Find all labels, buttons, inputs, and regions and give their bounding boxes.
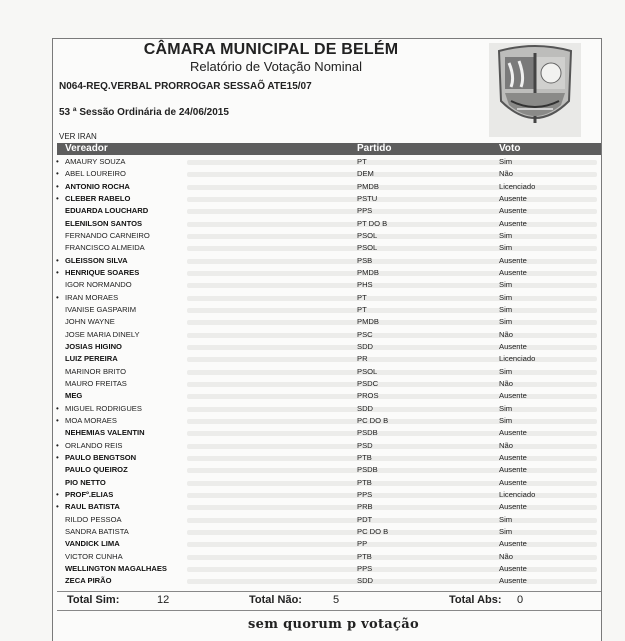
report-title: CÂMARA MUNICIPAL DE BELÉM [143,41,399,58]
table-row [57,575,601,587]
vote-table-body [57,156,601,587]
table-row [57,501,601,513]
cell-vereador: ORLANDO REIS [65,440,123,450]
cell-vereador: PAULO BENGTSON [65,452,137,462]
bullet-mark-icon: • [56,169,59,179]
cell-vereador: RILDO PESSOA [65,514,122,524]
table-row [57,156,601,168]
cell-partido: PSOL [357,366,378,376]
bullet-mark-icon: • [56,415,59,425]
cell-voto: Ausente [499,563,527,573]
cell-partido: PSC [357,329,373,339]
cell-partido: PSD [357,440,373,450]
cell-voto: Sim [499,157,513,166]
row-shading [187,444,597,449]
cell-partido: PC DO B [357,526,389,536]
cell-partido: PMDB [357,317,379,327]
row-shading [187,579,597,584]
bullet-mark-icon: • [56,452,59,462]
divider-line-2 [57,610,601,611]
cell-partido: PSOL [357,243,378,253]
cell-voto: Ausente [499,428,527,438]
bullet-mark-icon: • [56,292,59,302]
bullet-mark-icon: • [56,157,59,166]
table-row [57,477,601,489]
cell-voto: Ausente [499,255,527,265]
cell-voto: Ausente [499,267,527,277]
cell-partido: PR [357,354,368,364]
cell-partido: SDD [357,403,374,413]
row-shading [187,172,597,177]
table-row [57,292,601,304]
cell-vereador: RAUL BATISTA [65,502,120,512]
cell-voto: Licenciado [499,181,536,191]
cell-voto: Sim [499,514,513,524]
bullet-mark-icon: • [56,403,59,413]
table-row [57,526,601,538]
table-row [57,366,601,378]
row-shading [187,419,597,424]
cell-vereador: VANDICK LIMA [65,539,120,549]
row-shading [187,407,597,412]
table-row [57,341,601,353]
total-sim-label: Total Sim: [67,594,120,606]
bullet-mark-icon: • [56,489,59,499]
cell-vereador: IVANISE GASPARIM [65,304,137,314]
handwritten-note: sem quorum p votação [248,617,419,632]
table-row [57,218,601,230]
table-row [57,464,601,476]
cell-vereador: HENRIQUE SOARES [65,267,140,277]
cell-vereador: WELLINGTON MAGALHAES [65,563,167,573]
row-shading [187,431,597,436]
table-row [57,427,601,439]
cell-partido: SDD [357,341,374,351]
cell-vereador: PAULO QUEIROZ [65,465,128,475]
cell-vereador: GLEISSON SILVA [65,255,128,265]
row-shading [187,185,597,190]
row-shading [187,542,597,547]
cell-partido: PSTU [357,193,378,203]
row-shading [187,394,597,399]
cell-vereador: IRAN MORAES [65,292,119,302]
session-line: 53 ª Sessão Ordinária de 24/06/2015 [59,107,229,118]
table-row [57,242,601,254]
cell-voto: Sim [499,304,513,314]
cell-vereador: MIGUEL RODRIGUES [65,403,142,413]
total-abs-value: 0 [517,594,524,606]
row-shading [187,308,597,313]
table-row [57,267,601,279]
row-shading [187,493,597,498]
bullet-mark-icon: • [56,440,59,450]
bullet-mark-icon: • [56,181,59,191]
cell-partido: PPS [357,563,373,573]
cell-vereador: JOHN WAYNE [65,317,115,327]
cell-voto: Sim [499,317,513,327]
col-header-voto: Voto [499,143,521,154]
cell-vereador: ZECA PIRÃO [65,576,112,586]
cell-partido: PSDC [357,378,379,388]
cell-voto: Não [499,169,513,179]
row-shading [187,468,597,473]
cell-partido: PPS [357,489,373,499]
table-row [57,255,601,267]
row-shading [187,357,597,362]
report-page [52,38,602,641]
total-abs-label: Total Abs: [449,594,502,606]
row-shading [187,567,597,572]
table-row [57,538,601,550]
cell-voto: Sim [499,280,513,290]
cell-partido: PSB [357,255,373,265]
cell-voto: Ausente [499,465,527,475]
table-row [57,316,601,328]
cell-partido: PT DO B [357,218,388,228]
total-nao-label: Total Não: [249,594,302,606]
cell-partido: PMDB [357,181,379,191]
row-shading [187,246,597,251]
table-row [57,329,601,341]
table-row [57,193,601,205]
cell-vereador: NEHEMIAS VALENTIN [65,428,145,438]
row-shading [187,234,597,239]
cell-voto: Ausente [499,391,527,401]
cell-voto: Licenciado [499,489,536,499]
table-row [57,551,601,563]
row-shading [187,518,597,523]
cell-vereador: ANTONIO ROCHA [65,181,130,191]
coat-of-arms-seal [489,43,581,137]
cell-partido: PDT [357,514,373,524]
row-shading [187,505,597,510]
cell-partido: PT [357,304,367,314]
cell-vereador: JOSE MARIA DINELY [65,329,140,339]
cell-partido: PT [357,157,367,166]
cell-partido: PTB [357,452,372,462]
ver-line: VER IRAN [59,132,97,141]
cell-voto: Ausente [499,218,527,228]
row-shading [187,259,597,264]
cell-voto: Sim [499,230,513,240]
row-shading [187,333,597,338]
cell-partido: SDD [357,576,374,586]
cell-voto: Ausente [499,539,527,549]
cell-vereador: ABEL LOUREIRO [65,169,126,179]
cell-voto: Licenciado [499,354,536,364]
table-row [57,279,601,291]
table-row [57,378,601,390]
total-nao-value: 5 [333,594,340,606]
cell-partido: PRB [357,502,373,512]
cell-partido: PMDB [357,267,379,277]
table-row [57,304,601,316]
table-row [57,563,601,575]
table-header [57,143,601,155]
cell-vereador: PIO NETTO [65,477,106,487]
row-shading [187,320,597,325]
cell-voto: Sim [499,526,513,536]
row-shading [187,197,597,202]
cell-voto: Ausente [499,576,527,586]
cell-vereador: MAURO FREITAS [65,378,127,388]
table-row [57,403,601,415]
table-row [57,168,601,180]
cell-partido: PP [357,539,368,549]
table-row [57,415,601,427]
cell-partido: PTB [357,551,372,561]
cell-voto: Não [499,440,513,450]
cell-vereador: FERNANDO CARNEIRO [65,230,150,240]
table-row [57,514,601,526]
cell-vereador: MEG [65,391,83,401]
row-shading [187,345,597,350]
row-shading [187,370,597,375]
cell-vereador: PROFº.ELIAS [65,489,114,499]
table-row [57,353,601,365]
report-subtitle: Relatório de Votação Nominal [190,59,362,74]
row-shading [187,555,597,560]
row-shading [187,160,597,165]
table-row [57,390,601,402]
request-line: N064-REQ.VERBAL PRORROGAR SESSAÕ ATE15/07 [59,81,312,92]
table-row [57,181,601,193]
cell-voto: Sim [499,403,513,413]
cell-voto: Ausente [499,502,527,512]
row-shading [187,530,597,535]
cell-voto: Ausente [499,206,527,216]
table-row [57,452,601,464]
cell-partido: PC DO B [357,415,389,425]
cell-voto: Não [499,329,513,339]
row-shading [187,456,597,461]
cell-voto: Sim [499,243,513,253]
table-row [57,440,601,452]
cell-vereador: VICTOR CUNHA [65,551,123,561]
cell-vereador: SANDRA BATISTA [65,526,129,536]
cell-vereador: CLEBER RABELO [65,193,131,203]
cell-partido: PSDB [357,465,378,475]
cell-vereador: JOSIAS HIGINO [65,341,122,351]
cell-partido: PT [357,292,367,302]
cell-voto: Ausente [499,477,527,487]
col-header-partido: Partido [357,143,392,154]
cell-vereador: MOA MORAES [65,415,117,425]
bullet-mark-icon: • [56,255,59,265]
cell-partido: PROS [357,391,379,401]
cell-partido: PTB [357,477,372,487]
cell-voto: Sim [499,292,513,302]
table-row [57,205,601,217]
row-shading [187,296,597,301]
cell-partido: PPS [357,206,373,216]
cell-voto: Ausente [499,193,527,203]
row-shading [187,382,597,387]
cell-vereador: MARINOR BRITO [65,366,127,376]
cell-voto: Não [499,378,513,388]
cell-partido: DEM [357,169,374,179]
bullet-mark-icon: • [56,502,59,512]
cell-vereador: EDUARDA LOUCHARD [65,206,149,216]
cell-partido: PHS [357,280,373,290]
cell-voto: Ausente [499,341,527,351]
row-shading [187,271,597,276]
cell-voto: Sim [499,366,513,376]
cell-vereador: IGOR NORMANDO [65,280,132,290]
total-sim-value: 12 [157,594,170,606]
cell-voto: Sim [499,415,513,425]
row-shading [187,481,597,486]
row-shading [187,222,597,227]
cell-voto: Ausente [499,452,527,462]
bullet-mark-icon: • [56,193,59,203]
table-row [57,489,601,501]
cell-partido: PSOL [357,230,378,240]
col-header-vereador: Vereador [65,143,108,154]
divider-line [57,591,601,592]
row-shading [187,283,597,288]
bullet-mark-icon: • [56,267,59,277]
cell-vereador: AMAURY SOUZA [65,157,126,166]
cell-vereador: FRANCISCO ALMEIDA [65,243,145,253]
table-row [57,230,601,242]
cell-vereador: ELENILSON SANTOS [65,218,143,228]
row-shading [187,209,597,214]
cell-partido: PSDB [357,428,378,438]
cell-vereador: LUIZ PEREIRA [65,354,118,364]
cell-voto: Não [499,551,513,561]
